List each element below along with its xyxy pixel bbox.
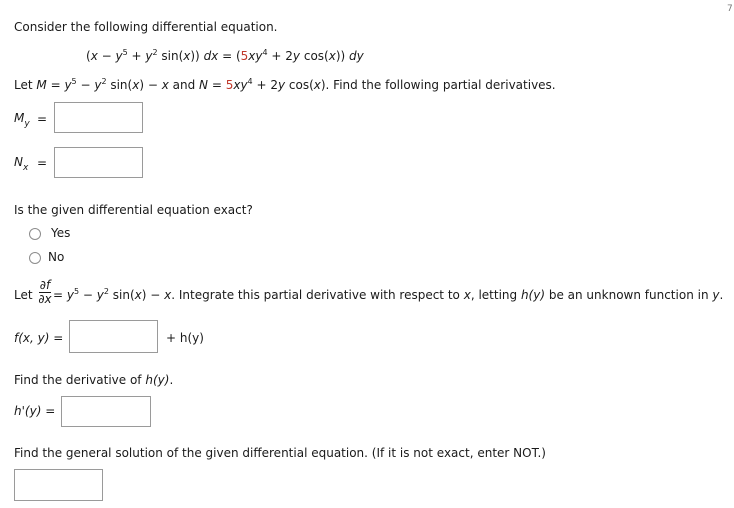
integrate-let: Let [14, 288, 33, 302]
partial-fraction: ∂f ∂x [38, 278, 52, 306]
nx-label: $N_x$ [14, 155, 29, 173]
derivative-question: Find the derivative of h(y). [14, 373, 174, 387]
integrate-text: = $y^5 - y^2$ sin(x) − x. Integrate this partial derivative with respect to x, letting h(y) be an unknown function in y. [53, 287, 724, 302]
differential-equation: ($x - y^5 + y^2$ sin(x)) dx = ($5xy^4 + 2y$ cos(x)) dy [86, 48, 364, 63]
nx-equals: = [37, 156, 48, 170]
fxy-label: f(x, y) = [14, 331, 64, 345]
my-input[interactable] [54, 102, 143, 133]
radio-no-label: No [48, 250, 65, 264]
my-equals: = [37, 112, 48, 126]
general-question: Find the general solution of the given differential equation. (If it is not exact, enter NOT.) [14, 446, 546, 460]
corner-mark: 7 [727, 4, 733, 14]
definition-text: Let $M = y^5 - y^2$ sin(x) − x and $N = 5xy^4 + 2y$ cos(x). Find the following partial derivatives. [14, 77, 556, 92]
fxy-suffix: + h(y) [166, 331, 204, 345]
hprime-input[interactable] [61, 396, 151, 427]
my-label: $M_y$ [14, 111, 30, 129]
intro-text: Consider the following differential equation. [14, 20, 278, 34]
fxy-input[interactable] [69, 320, 158, 353]
nx-input[interactable] [54, 147, 143, 178]
exact-question: Is the given differential equation exact? [14, 203, 253, 217]
hprime-label: h'(y) = [14, 404, 56, 418]
radio-yes-label: Yes [51, 226, 71, 240]
radio-yes[interactable] [29, 228, 41, 240]
general-solution-input[interactable] [14, 469, 103, 501]
radio-no[interactable] [29, 252, 41, 264]
